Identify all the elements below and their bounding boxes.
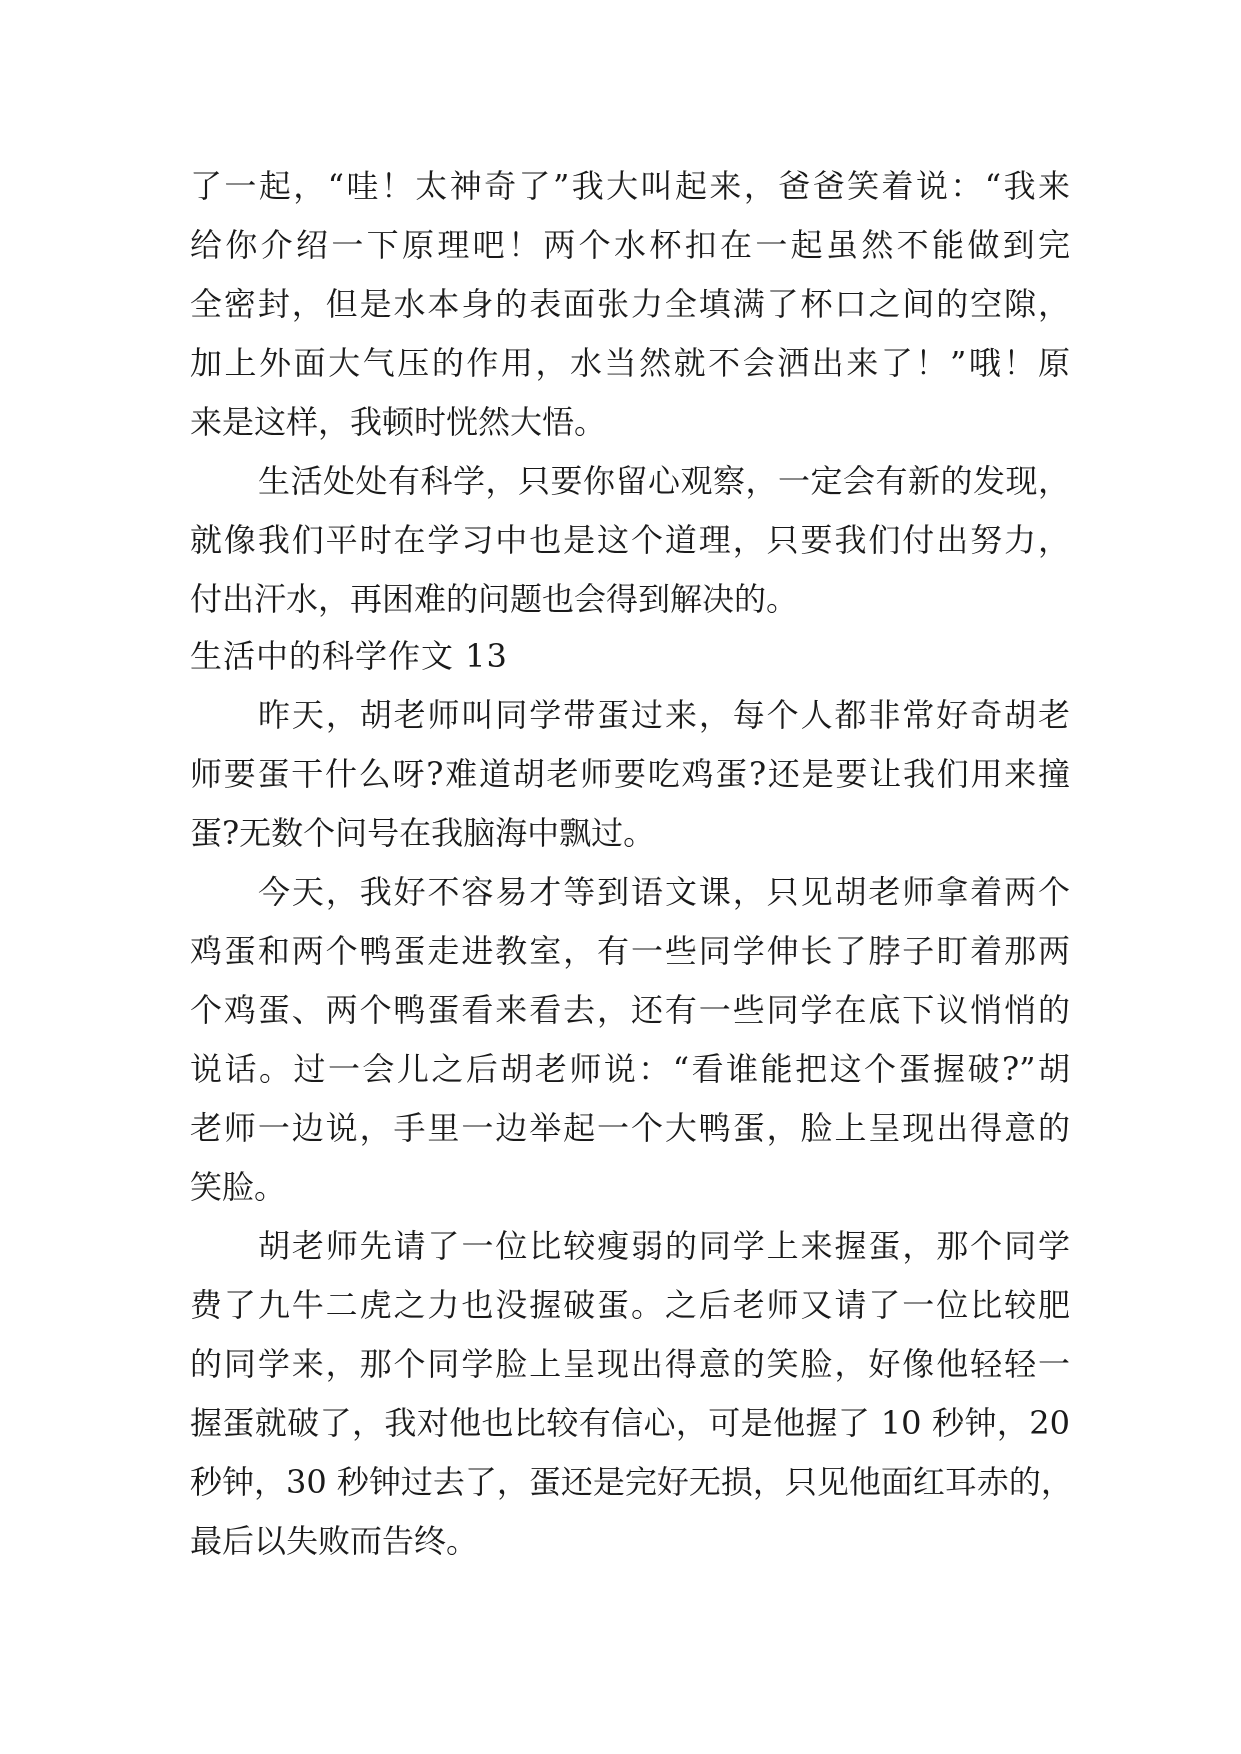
text-line: 费了九牛二虎之力也没握破蛋。之后老师又请了一位比较肥 — [190, 1286, 1070, 1324]
text-line: 给你介绍一下原理吧！两个水杯扣在一起虽然不能做到完 — [190, 226, 1070, 264]
text-line: 鸡蛋和两个鸭蛋走进教室，有一些同学伸长了脖子盯着那两 — [190, 932, 1070, 970]
text-line: 全密封，但是水本身的表面张力全填满了杯口之间的空隙， — [190, 285, 1070, 323]
text-line: 就像我们平时在学习中也是这个道理，只要我们付出努力， — [190, 521, 1070, 559]
paragraph-first-line: 昨天，胡老师叫同学带蛋过来，每个人都非常好奇胡老 — [258, 696, 1070, 734]
paragraph-first-line: 生活处处有科学，只要你留心观察，一定会有新的发现， — [258, 462, 1070, 500]
paragraph-first-line: 胡老师先请了一位比较瘦弱的同学上来握蛋，那个同学 — [258, 1227, 1070, 1265]
paragraph-first-line: 今天，我好不容易才等到语文课，只见胡老师拿着两个 — [258, 873, 1070, 911]
section-heading: 生活中的科学作文 13 — [190, 637, 508, 675]
text-line: 个鸡蛋、两个鸭蛋看来看去，还有一些同学在底下议悄悄的 — [190, 991, 1070, 1029]
text-line: 说话。过一会儿之后胡老师说：“看谁能把这个蛋握破?”胡 — [190, 1050, 1070, 1088]
text-line: 的同学来，那个同学脸上呈现出得意的笑脸，好像他轻轻一 — [190, 1345, 1070, 1383]
text-line: 加上外面大气压的作用，水当然就不会洒出来了！”哦！原 — [190, 344, 1070, 382]
text-line: 了一起，“哇！太神奇了”我大叫起来，爸爸笑着说：“我来 — [190, 167, 1070, 205]
text-line: 付出汗水，再困难的问题也会得到解决的。 — [190, 580, 799, 618]
text-line: 秒钟，30 秒钟过去了，蛋还是完好无损，只见他面红耳赤的， — [190, 1463, 1073, 1501]
text-line: 笑脸。 — [190, 1168, 287, 1206]
text-line: 蛋?无数个问号在我脑海中飘过。 — [190, 814, 656, 852]
text-line: 老师一边说，手里一边举起一个大鸭蛋，脸上呈现出得意的 — [190, 1109, 1070, 1147]
text-line: 握蛋就破了，我对他也比较有信心，可是他握了 10 秒钟，20 — [190, 1404, 1070, 1442]
text-line: 最后以失败而告终。 — [190, 1522, 479, 1560]
text-line: 来是这样，我顿时恍然大悟。 — [190, 403, 607, 441]
text-line: 师要蛋干什么呀?难道胡老师要吃鸡蛋?还是要让我们用来撞 — [190, 755, 1070, 793]
